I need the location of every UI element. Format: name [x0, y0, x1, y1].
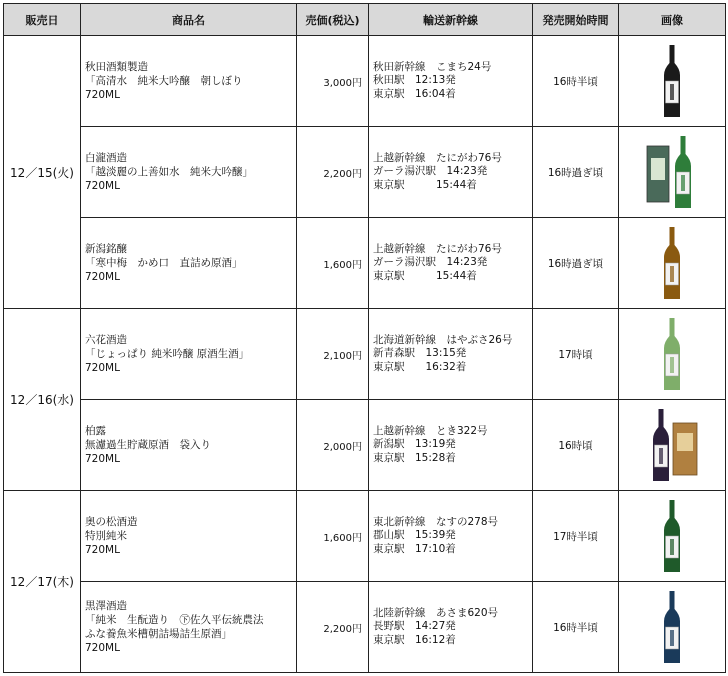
sale-date-cell: 12／16(水) [4, 309, 81, 491]
product-name-cell [81, 127, 297, 218]
shinkansen-line: 上越新幹線 とき322号 [373, 424, 488, 437]
shinkansen-line: 東京駅 16:04着 [373, 87, 456, 100]
shinkansen-cell [369, 309, 533, 400]
shinkansen-cell [369, 582, 533, 673]
sales-schedule-table [3, 3, 726, 673]
shinkansen-line: 秋田新幹線 こまち24号 [373, 60, 492, 73]
shinkansen-cell [369, 36, 533, 127]
product-image-cell [619, 582, 726, 673]
header-date: 販売日 [4, 4, 81, 36]
price-cell: 2,200円 [297, 127, 369, 218]
product-name-line: 720ML [85, 180, 120, 192]
product-name-cell [81, 400, 297, 491]
price-cell: 2,000円 [297, 400, 369, 491]
product-name-line: 720ML [85, 642, 120, 654]
shinkansen-line: 東京駅 15:44着 [373, 178, 477, 191]
shinkansen-line: 新青森駅 13:15発 [373, 347, 467, 360]
start-time-cell: 17時半頃 [533, 491, 619, 582]
product-name-cell [81, 582, 297, 673]
product-name-line: 「じょっぱり 純米吟醸 原酒生酒」 [85, 348, 250, 360]
product-name-line: 「純米 生酛造り ㊦佐久平伝統農法 [85, 614, 264, 626]
header-image: 画像 [619, 4, 726, 36]
table-row [4, 400, 726, 491]
start-time-cell: 16時頃 [533, 400, 619, 491]
sale-date-cell: 12／15(火) [4, 36, 81, 309]
shinkansen-line: 東京駅 16:12着 [373, 633, 456, 646]
shinkansen-cell [369, 218, 533, 309]
start-time-cell: 16時過ぎ頃 [533, 218, 619, 309]
price-cell: 1,600円 [297, 218, 369, 309]
table-row [4, 309, 726, 400]
sale-date-cell: 12／17(木) [4, 491, 81, 673]
shinkansen-line: 東京駅 16:32着 [373, 360, 467, 373]
start-time-cell: 17時頃 [533, 309, 619, 400]
shinkansen-line: 秋田駅 12:13発 [373, 74, 456, 87]
product-name-line: ふな養魚米槽朝詰場詰生原酒」 [85, 628, 232, 640]
product-image-cell [619, 309, 726, 400]
shinkansen-cell [369, 491, 533, 582]
product-image-cell [619, 400, 726, 491]
product-name-line: 720ML [85, 271, 120, 283]
start-time-cell: 16時過ぎ頃 [533, 127, 619, 218]
product-name-line: 「高清水 純米大吟醸 朝しぼり [85, 75, 243, 87]
price-cell: 3,000円 [297, 36, 369, 127]
price-cell: 2,100円 [297, 309, 369, 400]
sake-bottle-icon [637, 223, 707, 303]
product-name-cell [81, 491, 297, 582]
product-image-cell [619, 491, 726, 582]
start-time-cell: 16時半頃 [533, 582, 619, 673]
product-image-cell [619, 218, 726, 309]
shinkansen-cell [369, 400, 533, 491]
shinkansen-line: 新潟駅 13:19発 [373, 438, 456, 451]
shinkansen-line: 郡山駅 15:39発 [373, 529, 456, 542]
table-row [4, 127, 726, 218]
product-name-line: 特別純米 [85, 530, 127, 542]
sake-bottle-icon [637, 587, 707, 667]
product-name-line: 720ML [85, 453, 120, 465]
product-name-line: 720ML [85, 544, 120, 556]
product-name-cell [81, 36, 297, 127]
product-image-cell [619, 36, 726, 127]
shinkansen-cell [369, 127, 533, 218]
product-image-cell [619, 127, 726, 218]
shinkansen-line: 北海道新幹線 はやぶさ26号 [373, 333, 513, 346]
product-name-line: 「越淡麗の上善如水 純米大吟醸」 [85, 166, 253, 178]
sake-bottle-with-box-icon [637, 132, 707, 212]
product-name-cell [81, 309, 297, 400]
shinkansen-line: 北陸新幹線 あさま620号 [373, 606, 499, 619]
table-row [4, 36, 726, 127]
header-price: 売価(税込) [297, 4, 369, 36]
product-name-line: 六花酒造 [85, 334, 127, 346]
shinkansen-line: 東京駅 15:44着 [373, 269, 477, 282]
shinkansen-line: ガーラ湯沢駅 14:23発 [373, 165, 488, 178]
product-name-line: 720ML [85, 362, 120, 374]
table-row [4, 491, 726, 582]
product-name-line: 秋田酒類製造 [85, 61, 148, 73]
product-name-line: 黒澤酒造 [85, 600, 127, 612]
shinkansen-line: 東京駅 17:10着 [373, 542, 456, 555]
shinkansen-line: 上越新幹線 たにがわ76号 [373, 151, 502, 164]
start-time-cell: 16時半頃 [533, 36, 619, 127]
sake-bottle-icon [637, 496, 707, 576]
product-name-line: 新潟銘醸 [85, 243, 127, 255]
product-name-line: 720ML [85, 89, 120, 101]
sake-bottle-icon [637, 41, 707, 121]
shinkansen-line: 上越新幹線 たにがわ76号 [373, 242, 502, 255]
price-cell: 1,600円 [297, 491, 369, 582]
table-row [4, 218, 726, 309]
sake-bottle-with-bag-icon [637, 405, 707, 485]
price-cell: 2,200円 [297, 582, 369, 673]
header-shinkansen: 輸送新幹線 [369, 4, 533, 36]
header-row [4, 4, 726, 36]
shinkansen-line: 東京駅 15:28着 [373, 451, 456, 464]
shinkansen-line: ガーラ湯沢駅 14:23発 [373, 256, 488, 269]
product-name-line: 白瀧酒造 [85, 152, 127, 164]
header-time: 発売開始時間 [533, 4, 619, 36]
product-name-line: 柏露 [85, 425, 106, 437]
shinkansen-line: 東北新幹線 なすの278号 [373, 515, 499, 528]
product-name-cell [81, 218, 297, 309]
product-name-line: 無濾過生貯蔵原酒 袋入り [85, 439, 211, 451]
sake-bottle-icon [637, 314, 707, 394]
shinkansen-line: 長野駅 14:27発 [373, 620, 456, 633]
table-row [4, 582, 726, 673]
header-name: 商品名 [81, 4, 297, 36]
product-name-line: 「寒中梅 かめ口 直詰め原酒」 [85, 257, 243, 269]
product-name-line: 奥の松酒造 [85, 516, 138, 528]
